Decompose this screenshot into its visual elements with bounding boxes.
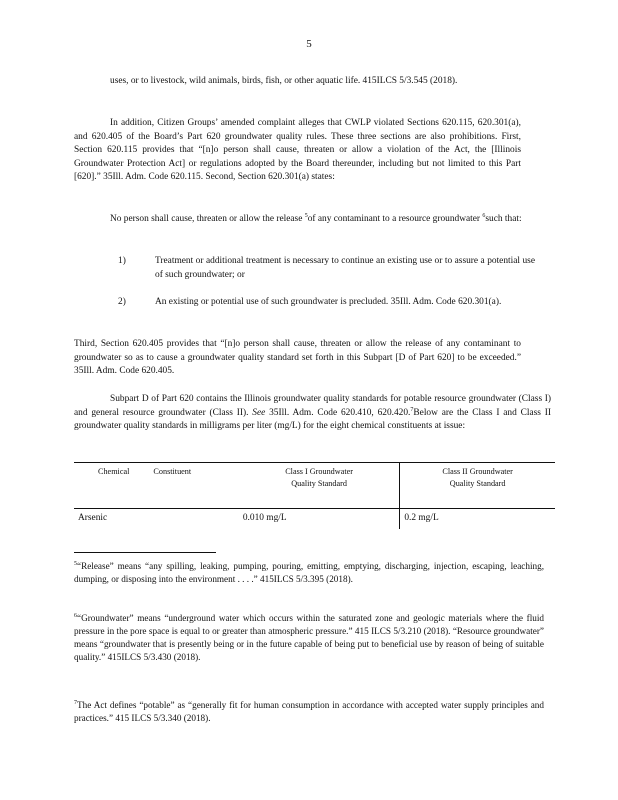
footnote-7-text: The Act defines “potable” as “generally fit for human consumption in accordance with accepted water supply principles and practices.” 415 ILCS 5/3.340 (2018). [74,700,544,723]
footnote-7 [74,699,544,725]
quote-text-part-3: such that: [485,214,522,224]
quote-text-part-2: of any contaminant to a resource groundwater [307,214,481,224]
cell-chemical: Arsenic [78,513,108,523]
list-item-text: An existing or potential use of such groundwater is precluded. 35Ill. Adm. Code 620.301(a). [155,297,502,307]
cell-class1-standard: 0.010 mg/L [242,513,287,523]
footnote-5-text: “Release” means “any spilling, leaking, pumping, pouring, emitting, emptying, discharging, injection, escaping, leaching, dumping, or disposing into the environment . . . .” 415ILCS 5/3.395 (2018). [74,561,544,584]
footnote-6-text: “Groundwater” means “underground water which occurs within the saturated zone and geologic materials where the fluid pressure in the pore space is equal to or greater than atmospheric pressure.” 415 ILCS 5/3.210 (2018). “Resource groundwater” means “groundwater that is presently being or in the future capable of being put to beneficial use by reason of being of suitable quality.” 415ILCS 5/3.430 (2018). [74,613,544,662]
addition-paragraph: In addition, Citizen Groups’ amended complaint alleges that CWLP violated Sections 620.115, 620.301(a), and 620.405 of the Board’s Part 620 groundwater quality rules. These three sections are also prohibitions. First, Section 620.115 provides that “[n]o person shall cause, threaten or allow a violation of the Act, the [Illinois Groundwater Protection Act] or regulations adopted by the Board thereunder, including but not limited to this Part [620].” 35Ill. Adm. Code 620.115. Second, Section 620.301(a) states: [74,118,521,183]
footnote-5-reference[interactable]: 5 [304,212,308,219]
footnote-6 [74,612,544,664]
groundwater-standards-table [74,462,555,529]
quote-text-part-1: No person shall cause, threaten or allow the release [110,214,303,224]
footnote-5-marker: 5 [74,560,77,567]
section-620-301a-quote [110,213,530,227]
see-signal: See [252,407,266,418]
footnote-6-marker: 6 [74,612,77,619]
table-row [74,509,555,530]
header-chemical-label: Chemical Constituent [98,467,192,476]
footnote-5 [74,560,544,586]
footnote-divider [74,552,216,553]
subpart-d-paragraph [74,393,551,434]
subpart-text-part-1: Subpart D of Part 620 contains the Illinois groundwater quality standards for potable resource groundwater (Class I) and general resource groundwater (Class II). [74,394,551,418]
page-number: 5 [306,38,312,50]
list-item-number: 2) [118,297,126,307]
footnote-7-marker: 7 [74,699,77,706]
subpart-text-part-2: 35Ill. Adm. Code 620.410, 620.420. [269,407,411,418]
continued-quote-paragraph: uses, or to livestock, wild animals, birds, fish, or other aquatic life. 415ILCS 5/3.545 (2018). [110,76,458,86]
header-chemical-constituent [74,463,239,509]
cell-class2-standard: 0.2 mg/L [400,509,555,530]
header-class2-standard: Class II Groundwater Quality Standard [400,463,555,509]
footnote-7-reference[interactable]: 7 [410,406,414,413]
third-section-paragraph: Third, Section 620.405 provides that “[n]o person shall cause, threaten or allow the release of any contaminant to groundwater so as to cause a groundwater quality standard set forth in this Subpart [D of Part 620] to be exceeded.” 35Ill. Adm. Code 620.405. [74,339,521,377]
table-header-row [74,463,555,509]
subpart-text-part-3: Below are the Class I and Class II groundwater quality standards in milligrams per liter (mg/L) for the eight chemical constituents at issue: [74,407,551,432]
list-item-text: Treatment or additional treatment is necessary to continue an existing use or to assure a potential use of such groundwater; or [155,256,535,280]
list-item-number: 1) [118,256,126,266]
footnote-6-reference[interactable]: 6 [482,212,486,219]
header-class1-standard: Class I Groundwater Quality Standard [239,463,400,509]
